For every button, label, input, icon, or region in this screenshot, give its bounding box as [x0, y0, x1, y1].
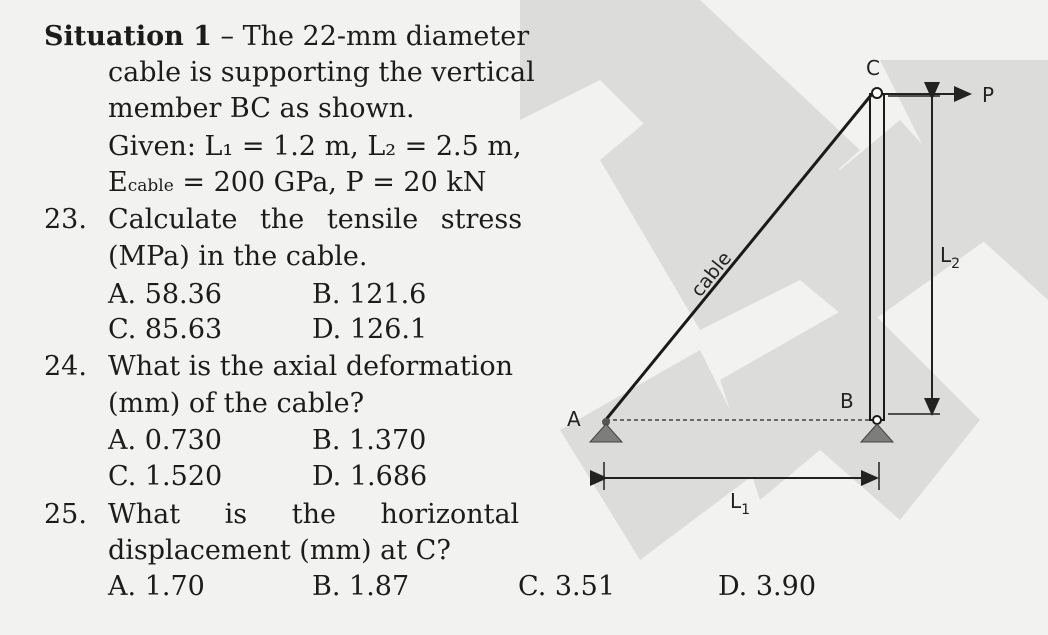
- label-b: B: [840, 389, 854, 413]
- q23-choice-c: C. 85.63: [108, 314, 223, 345]
- q25-choice-d: D. 3.90: [718, 571, 816, 602]
- cable-line: [604, 94, 872, 422]
- situation-title: Situation 1: [44, 21, 212, 52]
- q24-choice-a: A. 0.730: [108, 425, 222, 456]
- label-l2: $L_2$: [940, 243, 961, 272]
- q24-choice-d: D. 1.686: [312, 461, 428, 492]
- q25-choice-a: A. 1.70: [108, 571, 205, 602]
- situation-line-2: cable is supporting the vertical: [108, 57, 535, 88]
- modulus-subscript: cable: [127, 176, 174, 196]
- q25-choice-c: C. 3.51: [518, 571, 615, 602]
- q23-choice-d: D. 126.1: [312, 314, 428, 345]
- support-a-icon: [590, 418, 622, 442]
- q24-number: 24.: [44, 351, 87, 382]
- support-b-icon: [861, 424, 893, 442]
- q24-choice-b: B. 1.370: [312, 425, 427, 456]
- situation-line-1: – The 22-mm diameter: [220, 21, 530, 52]
- q23-number: 23.: [44, 204, 87, 235]
- label-p: P: [982, 83, 995, 107]
- pin-c-icon: [872, 88, 882, 98]
- q25-text-1: What is the horizontal: [108, 499, 520, 530]
- label-cable: cable: [686, 247, 737, 302]
- q23-choice-b: B. 121.6: [312, 279, 427, 310]
- q23-text-2: (MPa) in the cable.: [108, 241, 368, 272]
- pin-b-icon: [873, 416, 881, 424]
- q24-choice-c: C. 1.520: [108, 461, 223, 492]
- label-a: A: [567, 407, 581, 431]
- label-c: C: [866, 56, 880, 80]
- q23-text-1: Calculate the tensile stress: [108, 204, 523, 235]
- given-line: Given: L₁ = 1.2 m, L₂ = 2.5 m,: [108, 131, 522, 162]
- q25-choice-b: B. 1.87: [312, 571, 410, 602]
- member-bc: [870, 94, 884, 420]
- modulus-values: = 200 GPa, P = 20 kN: [182, 167, 487, 198]
- q24-text-1: What is the axial deformation: [108, 351, 514, 382]
- q23-choice-a: A. 58.36: [108, 279, 222, 310]
- q24-text-2: (mm) of the cable?: [108, 388, 365, 419]
- q25-text-2: displacement (mm) at C?: [108, 535, 451, 566]
- modulus-symbol: E: [108, 167, 128, 198]
- q25-number: 25.: [44, 499, 87, 530]
- situation-line-3: member BC as shown.: [108, 93, 415, 124]
- label-l1: $L_1$: [730, 489, 751, 518]
